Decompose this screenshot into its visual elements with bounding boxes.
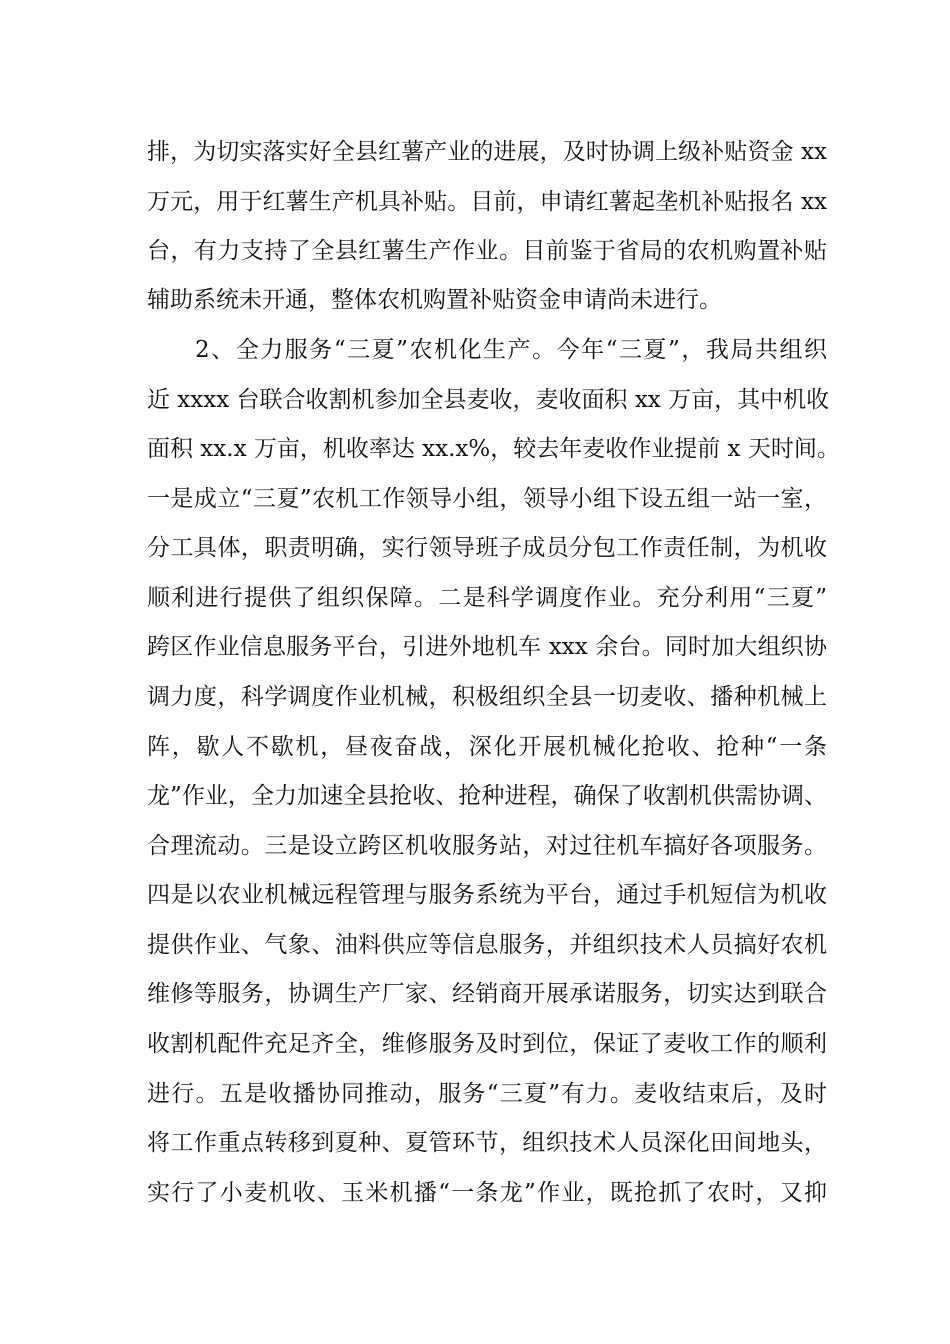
text-line: 进行。五是收播协同推动，服务“三夏”有力。麦收结束后，及时 [147, 1081, 827, 1107]
text-line: 辅助系统未开通，整体农机购置补贴资金申请尚未进行。 [147, 287, 722, 313]
text-line: 调力度，科学调度作业机械，积极组织全县一切麦收、播种机械上 [147, 684, 827, 710]
text-line: 一是成立“三夏”农机工作领导小组，领导小组下设五组一站一室， [147, 486, 827, 512]
text-line: 顺利进行提供了组织保障。二是科学调度作业。充分利用“三夏” [147, 585, 827, 611]
text-line: 面积 xx.x 万亩，机收率达 xx.x%，较去年麦收作业提前 x 天时间。 [147, 436, 840, 462]
text-line: 排，为切实落实好全县红薯产业的进展，及时协调上级补贴资金 xx [147, 139, 827, 165]
text-line: 将工作重点转移到夏种、夏管环节，组织技术人员深化田间地头， [147, 1130, 827, 1156]
text-line: 龙”作业，全力加速全县抢收、抢种进程，确保了收割机供需协调、 [147, 783, 827, 809]
text-line: 阵，歇人不歇机，昼夜奋战，深化开展机械化抢收、抢种“一条 [147, 734, 827, 760]
text-line: 跨区作业信息服务平台，引进外地机车 xxx 余台。同时加大组织协 [147, 634, 827, 660]
text-line: 提供作业、气象、油料供应等信息服务，并组织技术人员搞好农机 [147, 932, 827, 958]
text-line: 实行了小麦机收、玉米机播“一条龙”作业，既抢抓了农时，又抑 [147, 1180, 827, 1206]
text-line: 维修等服务，协调生产厂家、经销商开展承诺服务，切实达到联合 [147, 981, 827, 1007]
paragraph-start-line: 2、全力服务“三夏”农机化生产。今年“三夏”，我局共组织 [195, 337, 827, 363]
text-line: 收割机配件充足齐全，维修服务及时到位，保证了麦收工作的顺利 [147, 1031, 827, 1057]
text-line: 近 xxxx 台联合收割机参加全县麦收，麦收面积 xx 万亩，其中机收 [147, 387, 830, 413]
text-line: 合理流动。三是设立跨区机收服务站，对过往机车搞好各项服务。 [147, 833, 827, 859]
text-line: 万元，用于红薯生产机具补贴。目前，申请红薯起垄机补贴报名 xx [147, 189, 827, 215]
text-line: 四是以农业机械远程管理与服务系统为平台，通过手机短信为机收 [147, 882, 827, 908]
text-line: 台，有力支持了全县红薯生产作业。目前鉴于省局的农机购置补贴 [147, 238, 827, 264]
text-line: 分工具体，职责明确，实行领导班子成员分包工作责任制，为机收 [147, 535, 827, 561]
